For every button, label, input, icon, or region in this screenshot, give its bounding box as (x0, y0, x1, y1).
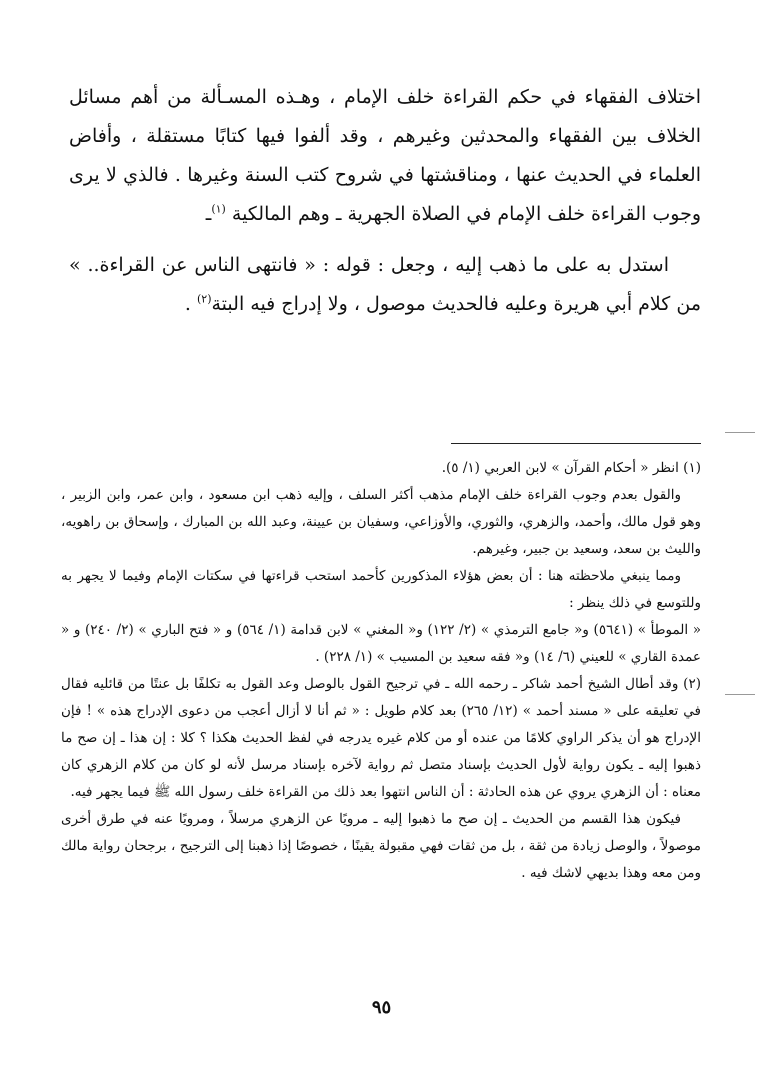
footnote-2-conclusion: فيكون هذا القسم من الحديث ـ إن صح ما ذهبوا إليه ـ مرويًا عن الزهري مرسلاً ، ومرويًا عنه في طرق أخرى موصولاً ، والوصل زيادة من ثقة ، بل من ثقات فهي مقبولة يقينًا ، خصوصًا إذا ذهبنا إلى الترجيح ، برجحان رواية مالك ومن معه وهذا بديهي لاشك فيه . (61, 811, 701, 881)
footnote-1-opinions: والقول بعدم وجوب القراءة خلف الإمام مذهب أكثر السلف ، وإليه ذهب ابن مسعود ، وابن عمر، وابن الزبير ، وهو قول مالك، وأحمد، والزهري، والثوري، والأوزاعي، وسفيان بن عيينة، وعبد الله بن المبارك ، وإسحاق بن راهويه، والليث بن سعد، وسعيد بن جبير، وغيرهم. (61, 487, 701, 557)
paragraph-1-end: ـ (205, 203, 212, 225)
paragraph-2-text: استدل به على ما ذهب إليه ، وجعل : قوله : « فانتهى الناس عن القراءة.. » من كلام أبي هريرة وعليه فالحديث موصول ، ولا إدراج فيه البتة (69, 254, 701, 315)
footnote-divider (451, 443, 701, 444)
footnote-1-source: (١) انظر « أحكام القرآن » لابن العربي (١/ ٥). (441, 460, 701, 476)
page-number: ٩٥ (371, 997, 392, 1018)
footnotes (61, 455, 701, 887)
footnote-ref-1: (١) (211, 202, 226, 216)
footnote-2-main: (٢) وقد أطال الشيخ أحمد شاكر ـ رحمه الله ـ في ترجيح القول بالوصل وعد القول به تكلفًا بل عنتًا من قائليه فقال في تعليقه على « مسند أحمد » (١٢/ ٢٦٥) بعد كلام طويل : « ثم أنا لا أزال أعجب من دعوى الإدراج هذه » ! فإن الإدراج هو أن يذكر الراوي كلامًا من عنده أو من كلام غيره يدرجه في لفظ الحديث هكذا ؟ كلا : إن هذا ـ إن صح ما ذهبوا إليه ـ يكون رواية لأول الحديث بإسناد متصل ثم رواية لآخره بإسناد مرسل لأنه لو كان من كلام الزهري كان معناه : أن الزهري يروي عن هذه الحادثة : أن الناس انتهوا بعد ذلك من القراءة خلف رسول الله ﷺ فيما يجهر فيه. (61, 676, 701, 800)
footnote-ref-2: (٢) (196, 292, 212, 306)
footnote-1-references: « الموطأ » (٥٦٤١) و« جامع الترمذي » (٢/ ١٢٢) و« المغني » لابن قدامة (١/ ٥٦٤) و « فتح الباري » (٢/ ٢٤٠) و « عمدة القاري » للعيني (٦/ ١٤) و« فقه سعيد بن المسيب » (١/ ٢٢٨) . (61, 622, 702, 665)
scan-edge-mark (725, 432, 755, 433)
scan-edge-mark (725, 694, 755, 695)
main-text (69, 78, 701, 324)
paragraph-2-end: . (184, 293, 197, 315)
footnote-1-remark: ومما ينبغي ملاحظته هنا : أن بعض هؤلاء المذكورين كأحمد استحب قراءتها في سكتات الإمام وفيما لا يجهر به وللتوسع في ذلك ينظر : (61, 568, 701, 611)
paragraph-1-text: اختلاف الفقهاء في حكم القراءة خلف الإمام ، وهـذه المسـألة من أهم مسائل الخلاف بين الفقهاء والمحدثين وغيرهم ، وقد ألفوا فيها كتابًا مستقلة ، وأفاض العلماء في الحديث عنها ، ومناقشتها في شروح كتب السنة وغيرها . فالذي لا يرى وجوب القراءة خلف الإمام في الصلاة الجهرية ـ وهم المالكية (69, 86, 701, 225)
paragraph-1 (69, 78, 701, 234)
paragraph-2 (69, 246, 701, 324)
